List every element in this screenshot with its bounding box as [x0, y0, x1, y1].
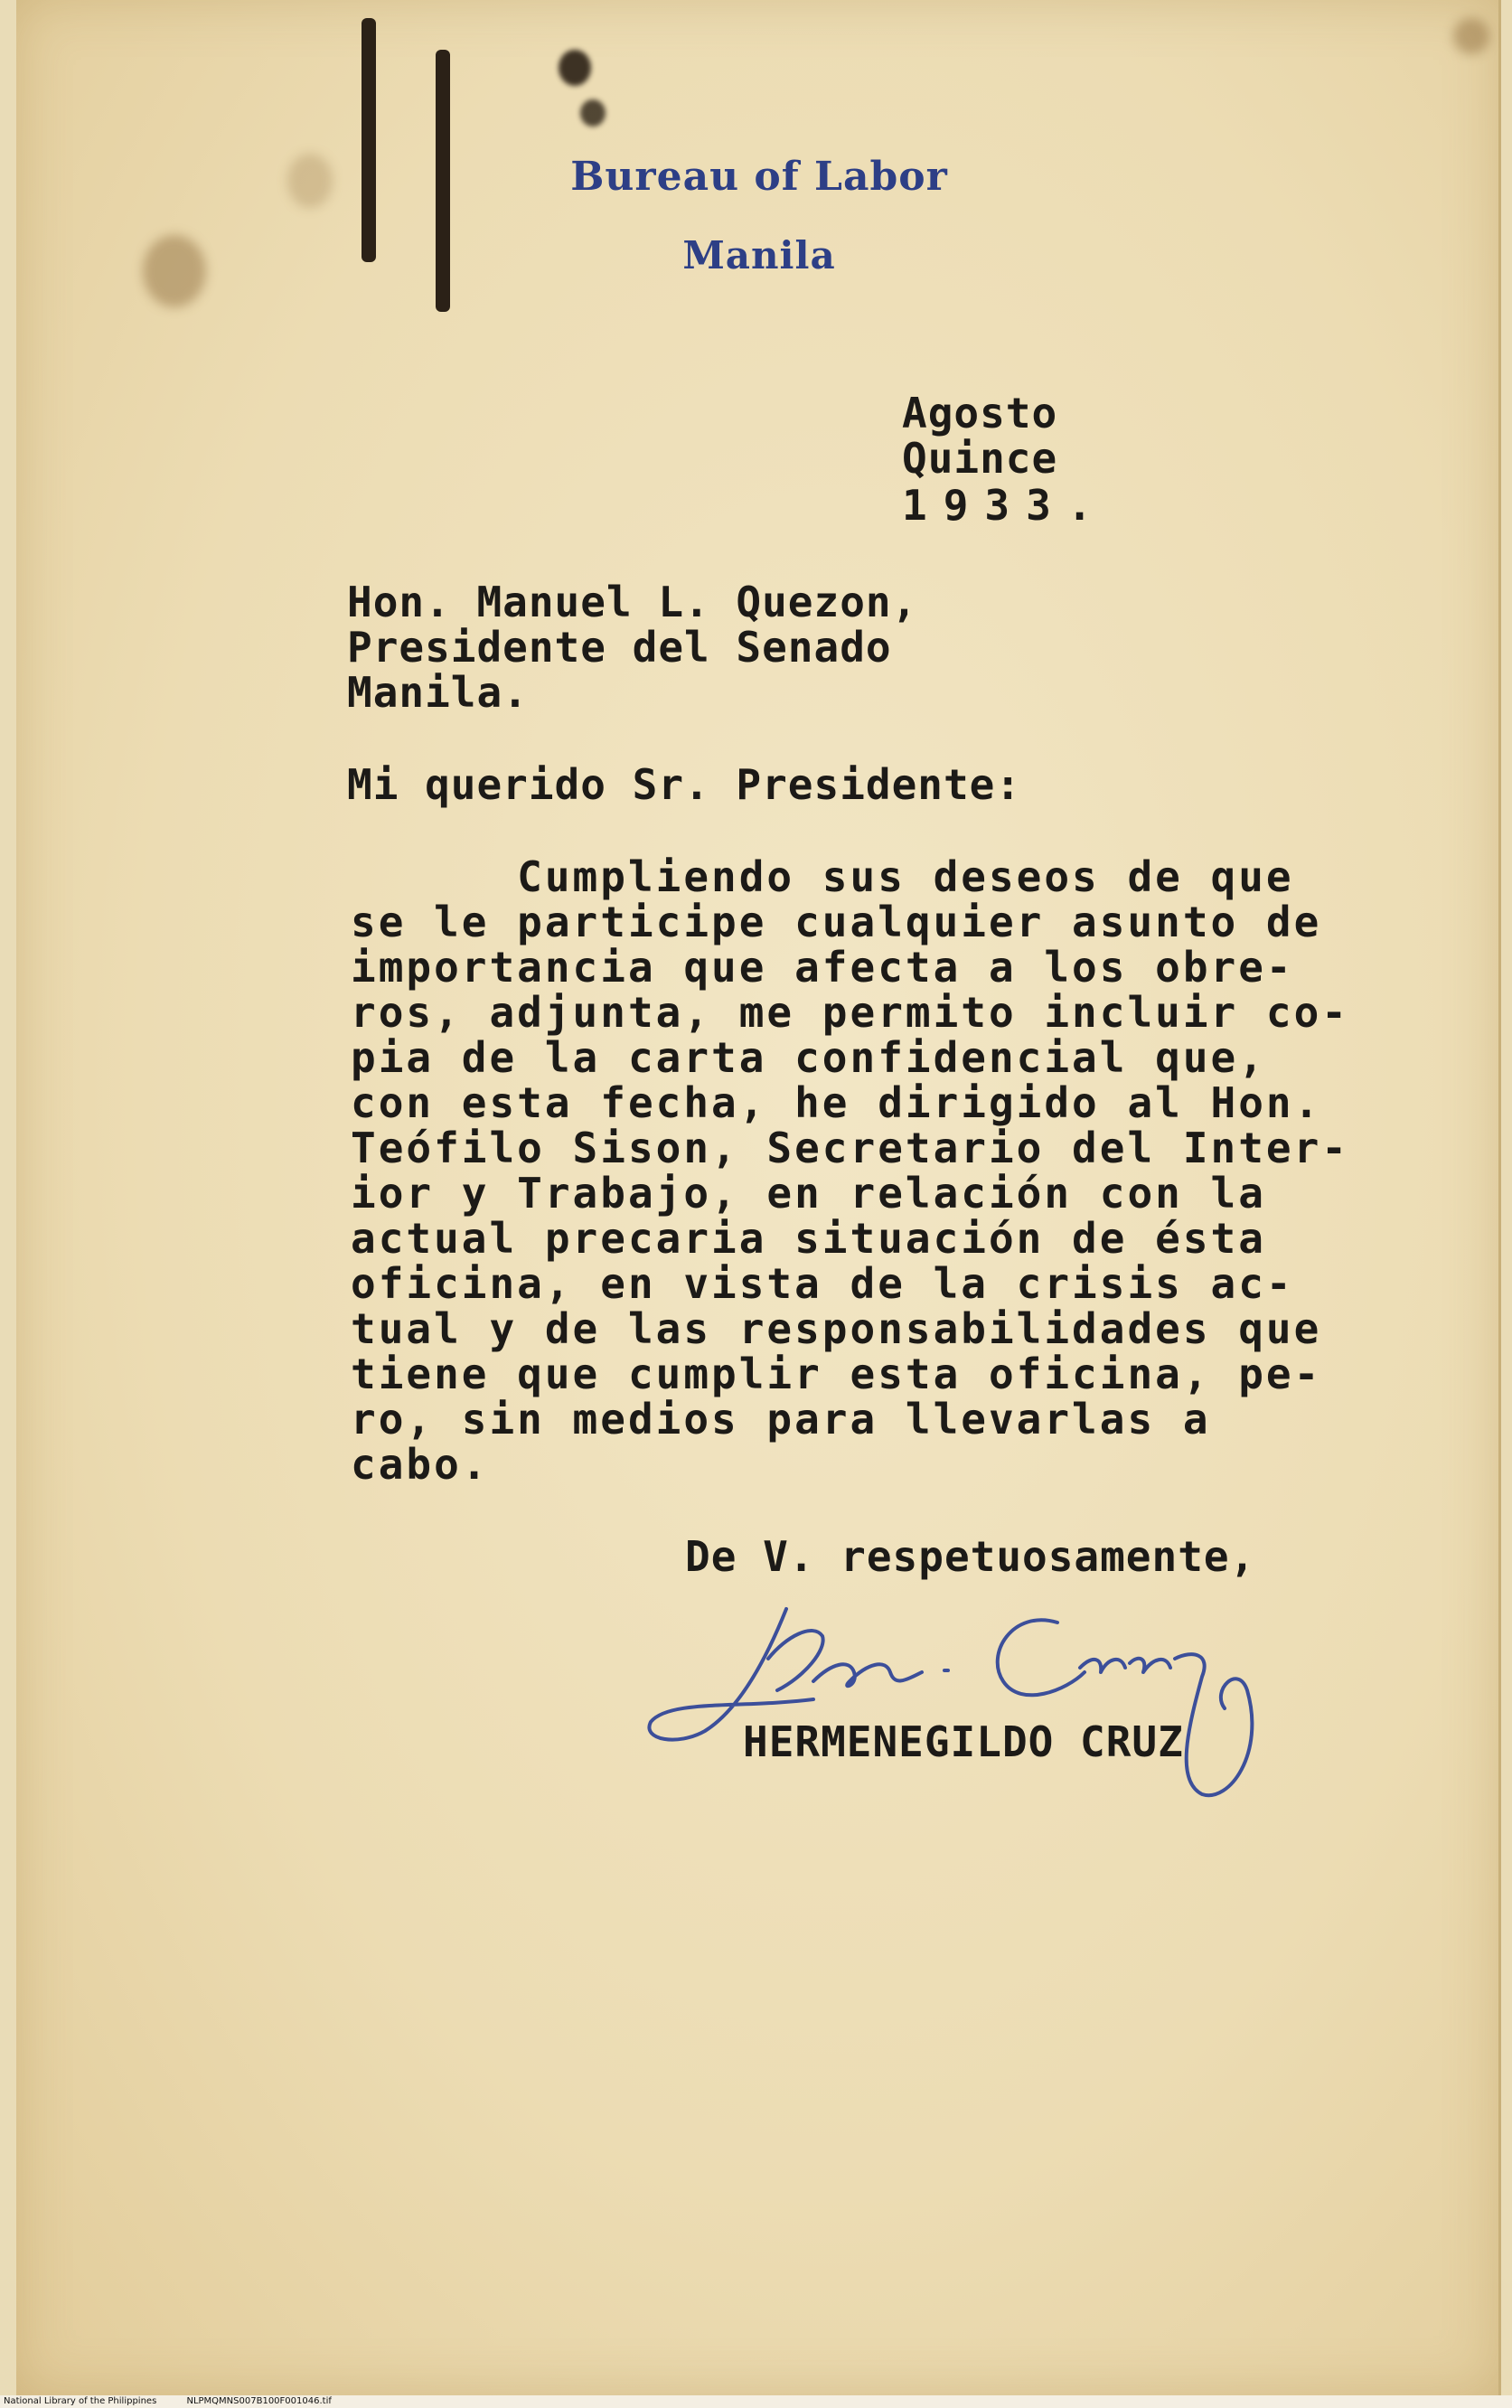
- letterhead-bureau: Bureau of Labor: [570, 154, 948, 200]
- body-line: con esta fecha, he dirigido al Hon.: [351, 1078, 1322, 1127]
- ink-stain: [559, 50, 591, 86]
- salutation: Mi querido Sr. Presidente:: [347, 760, 1022, 809]
- body-line: oficina, en vista de la crisis ac-: [351, 1259, 1294, 1308]
- body-line: Teófilo Sison, Secretario del Inter-: [351, 1124, 1349, 1172]
- body-line: pia de la carta confidencial que,: [351, 1033, 1266, 1082]
- body-line: ros, adjunta, me permito incluir co-: [351, 988, 1349, 1037]
- body-line: actual precaria situación de ésta: [351, 1214, 1266, 1263]
- body-line: ro, sin medios para llevarlas a: [351, 1395, 1211, 1444]
- recipient-city: Manila.: [347, 668, 529, 717]
- fastener-mark-right: [436, 50, 450, 312]
- handwritten-signature: [633, 1573, 1283, 1808]
- rust-stain: [287, 154, 333, 208]
- body-line: cabo.: [351, 1440, 490, 1489]
- fastener-mark-left: [362, 18, 376, 262]
- date-day: Quince: [902, 434, 1058, 483]
- body-line: tiene que cumplir esta oficina, pe-: [351, 1350, 1322, 1398]
- ink-stain: [580, 99, 606, 127]
- rust-stain: [143, 235, 206, 307]
- date-month: Agosto: [902, 389, 1058, 437]
- closing: De V. respetuosamente,: [685, 1532, 1256, 1581]
- body-line: tual y de las responsabilidades que: [351, 1304, 1322, 1353]
- letterhead-city: Manila: [682, 233, 836, 277]
- scan-footer: [0, 2395, 1512, 2408]
- rust-stain: [1453, 18, 1489, 54]
- body-line: ior y Trabajo, en relación con la: [351, 1169, 1266, 1218]
- recipient-name: Hon. Manuel L. Quezon,: [347, 578, 918, 626]
- archive-name: National Library of the Philippines: [4, 2396, 157, 2406]
- recipient-title: Presidente del Senado: [347, 623, 892, 672]
- body-line: se le participe cualquier asunto de: [351, 898, 1322, 946]
- date-year: 1933.: [902, 481, 1109, 530]
- body-line: importancia que afecta a los obre-: [351, 943, 1294, 992]
- body-line: Cumpliendo sus deseos de que: [351, 852, 1294, 901]
- signer-name: HERMENEGILDO CRUZ: [743, 1717, 1184, 1766]
- file-id: NLPMQMNS007B100F001046.tif: [186, 2396, 332, 2406]
